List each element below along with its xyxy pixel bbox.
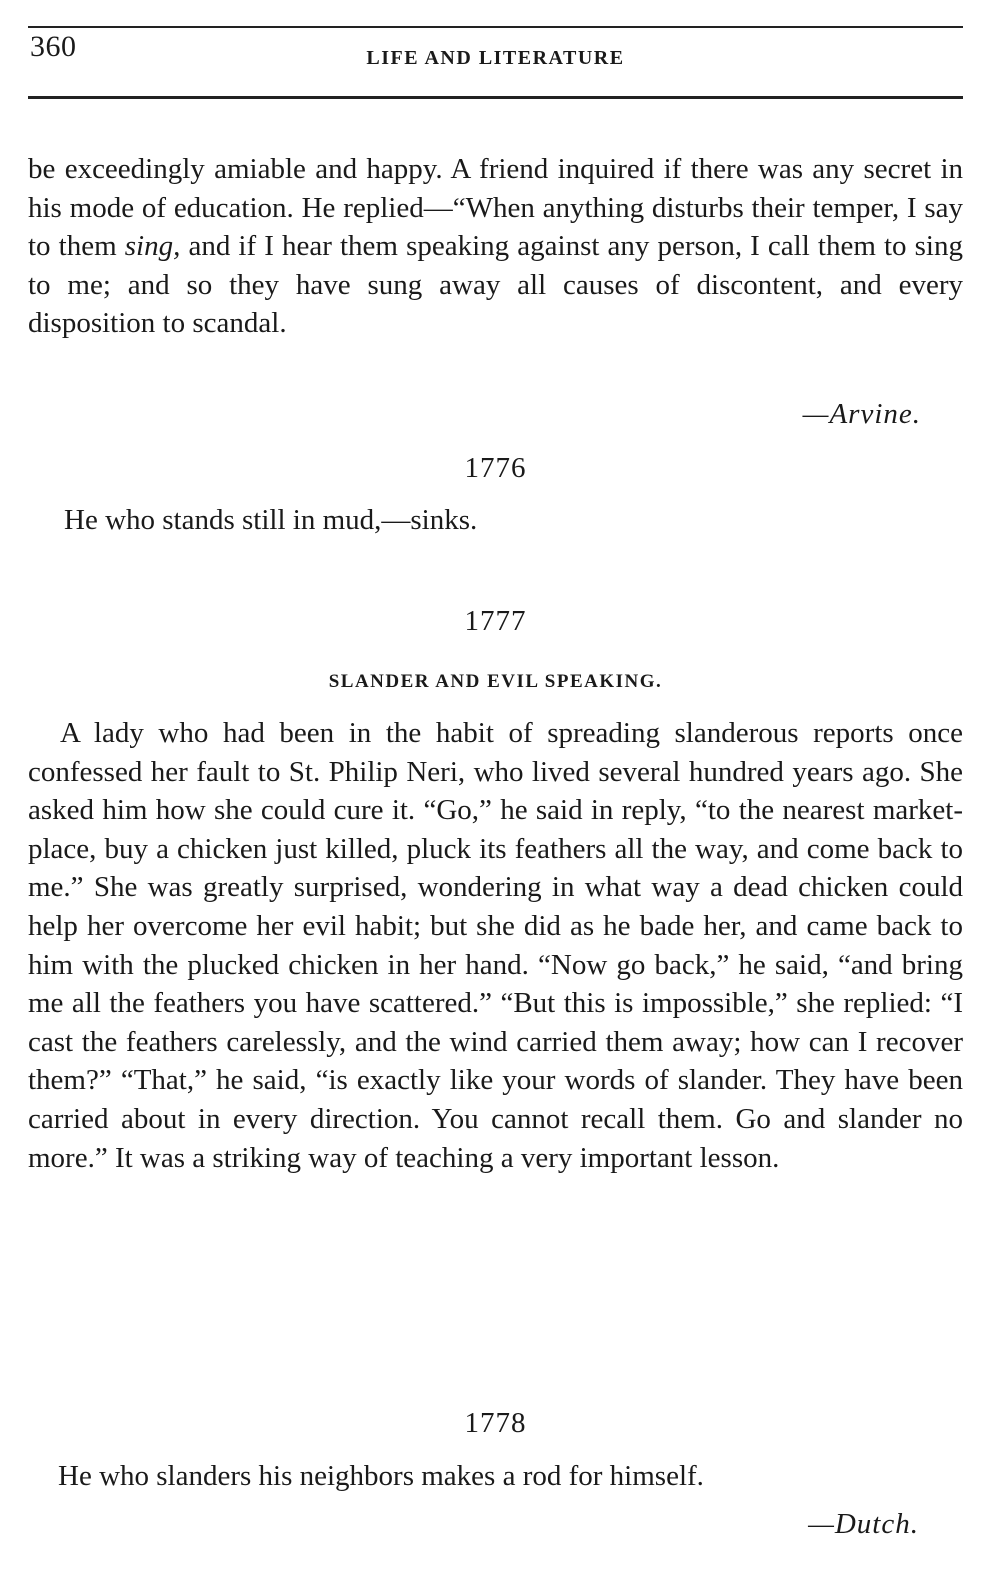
running-head: LIFE AND LITERATURE — [366, 47, 625, 69]
entry-number-1778: 1778 — [464, 1407, 527, 1439]
continued-paragraph — [28, 150, 963, 343]
attribution-dutch: —Dutch. — [808, 1508, 919, 1540]
entry-text-1776: He who stands still in mud,—sinks. — [64, 504, 478, 536]
continued-text-part-2: and if I hear them speaking against any person, I call them to sing to me; and so they have sung away all causes of discontent, and every disposition to scandal. — [28, 230, 963, 340]
entry-text-1778: He who slanders his neighbors makes a rod for himself. — [58, 1460, 704, 1492]
italic-word: sing, — [124, 230, 181, 263]
page-number: 360 — [30, 30, 77, 63]
continued-text-part-1: be exceedingly amiable and happy. A friend inquired if there was any secret in his mode of education. He replied—“When anything disturbs their temper, I say to them — [28, 153, 963, 263]
entry-text-1777: A lady who had been in the habit of spreading slanderous reports once confessed her fault to St. Philip Neri, who lived several hundred years ago. She asked him how she could cure it. “Go,” he said in reply, “to the nearest market-place, buy a chicken just killed, pluck its feathers all the way, and come back to me.” She was greatly surprised, wondering in what way a dead chicken could help her overcome her evil habit; but she did as he bade her, and came back to him with the plucked chicken in her hand. “Now go back,” he said, “and bring me all the feathers you have scattered.” “But this is impossible,” she replied: “I cast the feathers carelessly, and the wind carried them away; how can I recover them?” “That,” he said, “is exactly like your words of slander. They have been carried about in every direction. You cannot recall them. Go and slander no more.” It was a striking way of teaching a very important lesson. — [28, 717, 963, 1174]
section-title-slander: SLANDER AND EVIL SPEAKING. — [328, 671, 663, 692]
header-rule-bottom — [28, 96, 963, 99]
attribution-arvine: —Arvine. — [802, 398, 921, 430]
continued-paragraph-text — [28, 150, 963, 343]
header-rule-top — [28, 26, 963, 28]
entry-number-1776: 1776 — [464, 452, 527, 484]
entry-number-1777: 1777 — [464, 605, 527, 637]
entry-paragraph-1777 — [28, 714, 963, 1177]
